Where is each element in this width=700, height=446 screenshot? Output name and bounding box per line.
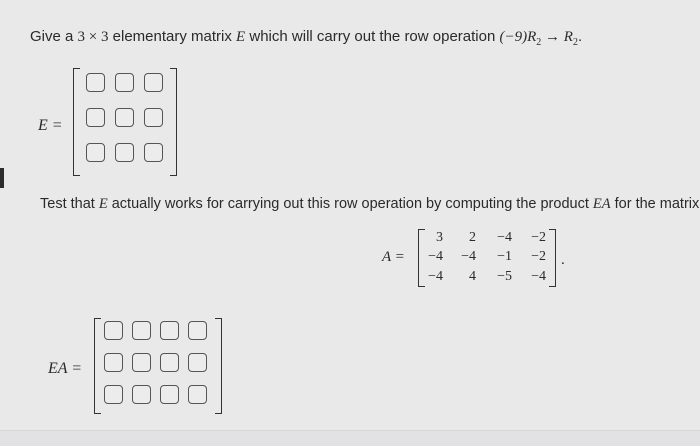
matrix-e-cell-r2-c3[interactable] [144,108,163,127]
matrix-ea-cell-r2-c1[interactable] [104,353,123,372]
q2-text-b: actually works for carrying out this row operation by computing the product [107,196,593,212]
matrix-e-cell-r1-c1[interactable] [86,73,105,92]
matrix-a-entry-r3-c2: 4 [469,269,476,284]
matrix-e-cell-r3-c2[interactable] [115,143,134,162]
q1-text-b: elementary matrix [108,28,237,45]
matrix-e-cell-r1-c3[interactable] [144,73,163,92]
matrix-e-cell-r2-c1[interactable] [86,108,105,127]
matrix-ea-cell-r1-c1[interactable] [104,321,123,340]
q1-text-a: Give a [30,28,78,45]
q2-var-E: E [98,196,108,212]
q1-op: (−9)R [499,29,537,45]
q2-prod-EA: EA [592,196,611,212]
matrix-a-entry-r2-c3: −1 [497,249,512,264]
matrix-ea-cell-r1-c4[interactable] [188,321,207,340]
matrix-a-label: A = [382,249,405,265]
matrix-a-right-bracket [549,229,556,287]
matrix-ea-cell-r1-c2[interactable] [132,321,151,340]
matrix-ea-cell-r2-c2[interactable] [132,353,151,372]
matrix-ea-cell-r2-c3[interactable] [160,353,179,372]
matrix-ea-label: EA = [48,360,83,377]
matrix-e-label: E = [38,117,63,134]
matrix-a-entry-r2-c1: −4 [428,249,443,264]
q1-op-sub1: 2 [536,37,542,48]
matrix-e-cell-r1-c2[interactable] [115,73,134,92]
matrix-ea-cell-r3-c1[interactable] [104,385,123,404]
matrix-a-entry-r1-c4: −2 [531,230,546,245]
matrix-ea-cell-r3-c3[interactable] [160,385,179,404]
q1-op-r: R [563,29,573,45]
question-1-text [30,28,582,48]
matrix-a-entry-r3-c3: −5 [497,269,512,284]
matrix-a-entry-r1-c2: 2 [469,230,476,245]
matrix-e-cell-r2-c2[interactable] [115,108,134,127]
question-2-text [40,196,699,213]
q1-op-sub2: 2 [572,37,578,48]
matrix-a-period: . [561,252,565,268]
matrix-a-entry-r3-c1: −4 [428,269,443,284]
matrix-e-right-bracket [170,68,177,176]
matrix-a-entry-r2-c4: −2 [531,249,546,264]
q1-end: . [577,28,583,45]
bottom-strip [0,430,700,446]
matrix-ea-cell-r3-c4[interactable] [188,385,207,404]
q2-text-a: Test that [40,196,99,212]
matrix-a-entry-r3-c4: −4 [531,269,546,284]
matrix-ea-cell-r1-c3[interactable] [160,321,179,340]
matrix-a-entry-r1-c1: 3 [436,230,443,245]
q2-text-c: for the matrix [610,196,700,212]
matrix-ea-cell-r3-c2[interactable] [132,385,151,404]
matrix-ea-cell-r2-c4[interactable] [188,353,207,372]
matrix-a-entry-r1-c3: −4 [497,230,512,245]
matrix-e-cell-r3-c3[interactable] [144,143,163,162]
matrix-a-entry-r2-c2: −4 [461,249,476,264]
matrix-e-cell-r3-c1[interactable] [86,143,105,162]
left-edge-marker [0,168,4,188]
q1-arrow: → [541,29,564,45]
q1-var-E: E [236,29,246,45]
matrix-e-left-bracket [73,68,80,176]
q1-text-c: which will carry out the row operation [245,28,500,45]
matrix-ea-left-bracket [94,318,101,414]
q1-dims: 3 × 3 [77,29,109,45]
matrix-ea-right-bracket [215,318,222,414]
